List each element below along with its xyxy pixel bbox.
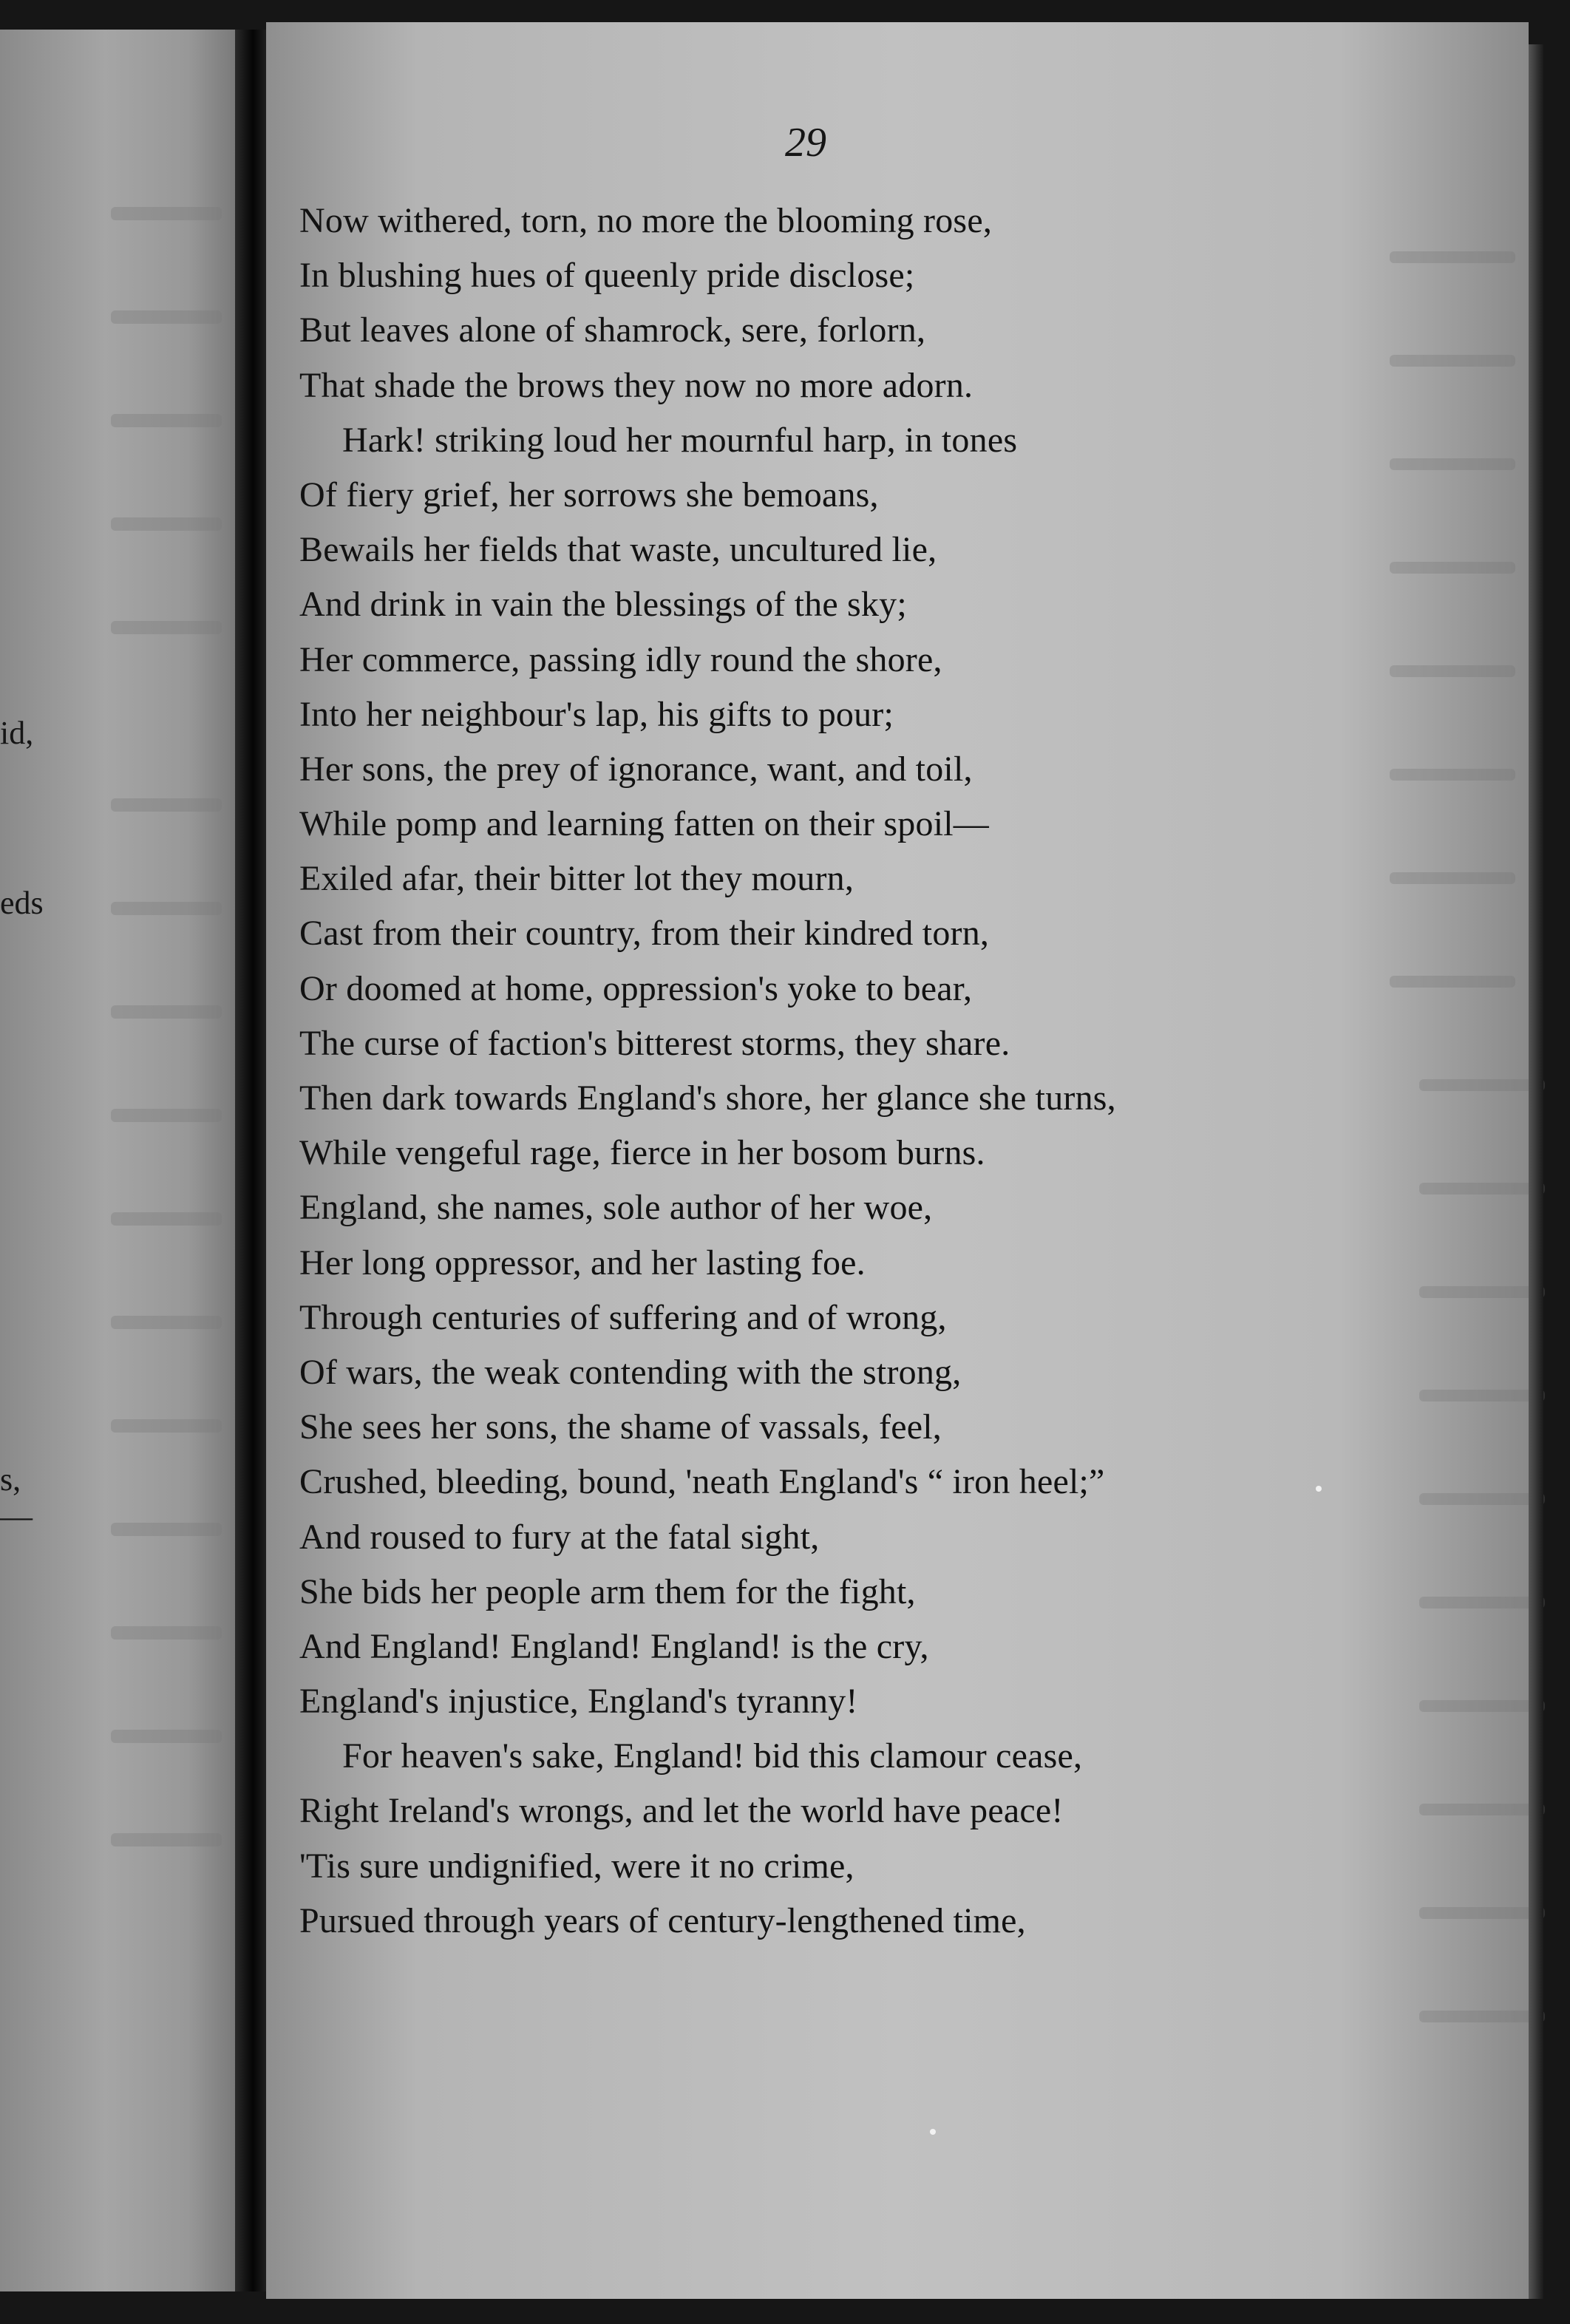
show-through-mark [111, 902, 222, 915]
poem-line: The curse of faction's bitterest storms, they share. [299, 1023, 1010, 1063]
show-through-mark [1419, 1079, 1545, 1091]
show-through-mark [111, 1730, 222, 1743]
poem-line: While vengeful rage, fierce in her bosom burns. [299, 1133, 985, 1173]
facing-page-left [0, 30, 235, 2291]
show-through-mark [1419, 1804, 1545, 1815]
show-through-mark [111, 517, 222, 531]
show-through-mark [1390, 355, 1515, 367]
poem-line: England, she names, sole author of her woe, [299, 1188, 933, 1228]
poem-line: In blushing hues of queenly pride disclose; [299, 256, 915, 296]
show-through-mark [1390, 458, 1515, 470]
show-through-mark [111, 1419, 222, 1433]
show-through-mark [1390, 562, 1515, 574]
poem-line: Her long oppressor, and her lasting foe. [299, 1243, 866, 1282]
show-through-mark [1390, 976, 1515, 988]
page-number: 29 [785, 120, 826, 166]
poem-line: While pomp and learning fatten on their spoil— [299, 804, 989, 844]
poem-line: And England! England! England! is the cry, [299, 1626, 929, 1666]
show-through-mark [111, 310, 222, 324]
poem-line: Exiled afar, their bitter lot they mourn, [299, 859, 854, 899]
poem-line: But leaves alone of shamrock, sere, forlorn, [299, 310, 926, 350]
poem-line: Of fiery grief, her sorrows she bemoans, [299, 475, 879, 514]
poem-text [299, 194, 1349, 1948]
book-gutter [235, 30, 268, 2291]
show-through-mark [111, 1626, 222, 1640]
poem-line: Of wars, the weak contending with the strong, [299, 1352, 962, 1392]
poem-line: Now withered, torn, no more the blooming rose, [299, 201, 993, 240]
show-through-mark [1419, 1907, 1545, 1919]
show-through-mark [111, 1316, 222, 1329]
poem-line: Bewails her fields that waste, uncultured lie, [299, 530, 937, 570]
show-through-mark [1419, 2011, 1545, 2022]
show-through-mark [1390, 665, 1515, 677]
poem-line: 'Tis sure undignified, were it no crime, [299, 1846, 854, 1886]
poem-line: Or doomed at home, oppression's yoke to bear, [299, 968, 973, 1008]
facing-page-text-fragment: eds [0, 885, 44, 921]
show-through-mark [111, 1109, 222, 1122]
poem-line: And roused to fury at the fatal sight, [299, 1517, 820, 1557]
poem-line: And drink in vain the blessings of the sky; [299, 585, 907, 625]
show-through-mark [111, 1523, 222, 1536]
poem-line: She bids her people arm them for the fight, [299, 1572, 916, 1611]
poem-line: Cast from their country, from their kindred torn, [299, 914, 990, 954]
poem-line: For heaven's sake, England! bid this clamour cease, [342, 1736, 1083, 1776]
facing-page-text-fragment: — [0, 1498, 33, 1535]
show-through-mark [111, 1212, 222, 1226]
poem-line: Her sons, the prey of ignorance, want, and toil, [299, 749, 973, 789]
page-edge-shadow [1529, 44, 1543, 2299]
show-through-mark [1419, 1700, 1545, 1712]
poem-line: Crushed, bleeding, bound, 'neath England's “ iron heel;” [299, 1462, 1105, 1502]
poem-line: Right Ireland's wrongs, and let the world have peace! [299, 1791, 1064, 1831]
show-through-mark [111, 1005, 222, 1019]
show-through-mark [111, 207, 222, 220]
poem-line: That shade the brows they now no more adorn. [299, 365, 973, 405]
poem-line: Pursued through years of century-lengthened time, [299, 1900, 1026, 1940]
show-through-mark [1419, 1597, 1545, 1608]
poem-line: Through centuries of suffering and of wrong, [299, 1297, 947, 1337]
show-through-mark [111, 1833, 222, 1846]
show-through-mark [1419, 1286, 1545, 1298]
poem-line: Hark! striking loud her mournful harp, in tones [342, 420, 1018, 460]
poem-line: Then dark towards England's shore, her glance she turns, [299, 1078, 1116, 1118]
show-through-mark [1419, 1390, 1545, 1401]
poem-line: Her commerce, passing idly round the shore, [299, 639, 942, 679]
show-through-mark [1419, 1493, 1545, 1505]
show-through-mark [111, 798, 222, 812]
poem-line: Into her neighbour's lap, his gifts to pour; [299, 694, 894, 734]
paper-speck [930, 2129, 936, 2135]
show-through-mark [1390, 769, 1515, 781]
poem-line: She sees her sons, the shame of vassals, feel, [299, 1407, 942, 1447]
show-through-mark [111, 621, 222, 634]
poem-line: England's injustice, England's tyranny! [299, 1682, 858, 1722]
show-through-mark [1390, 251, 1515, 263]
show-through-mark [1419, 1183, 1545, 1195]
show-through-mark [1390, 872, 1515, 884]
show-through-mark [111, 414, 222, 427]
facing-page-text-fragment: id, [0, 715, 34, 751]
facing-page-text-fragment: s, [0, 1461, 21, 1498]
